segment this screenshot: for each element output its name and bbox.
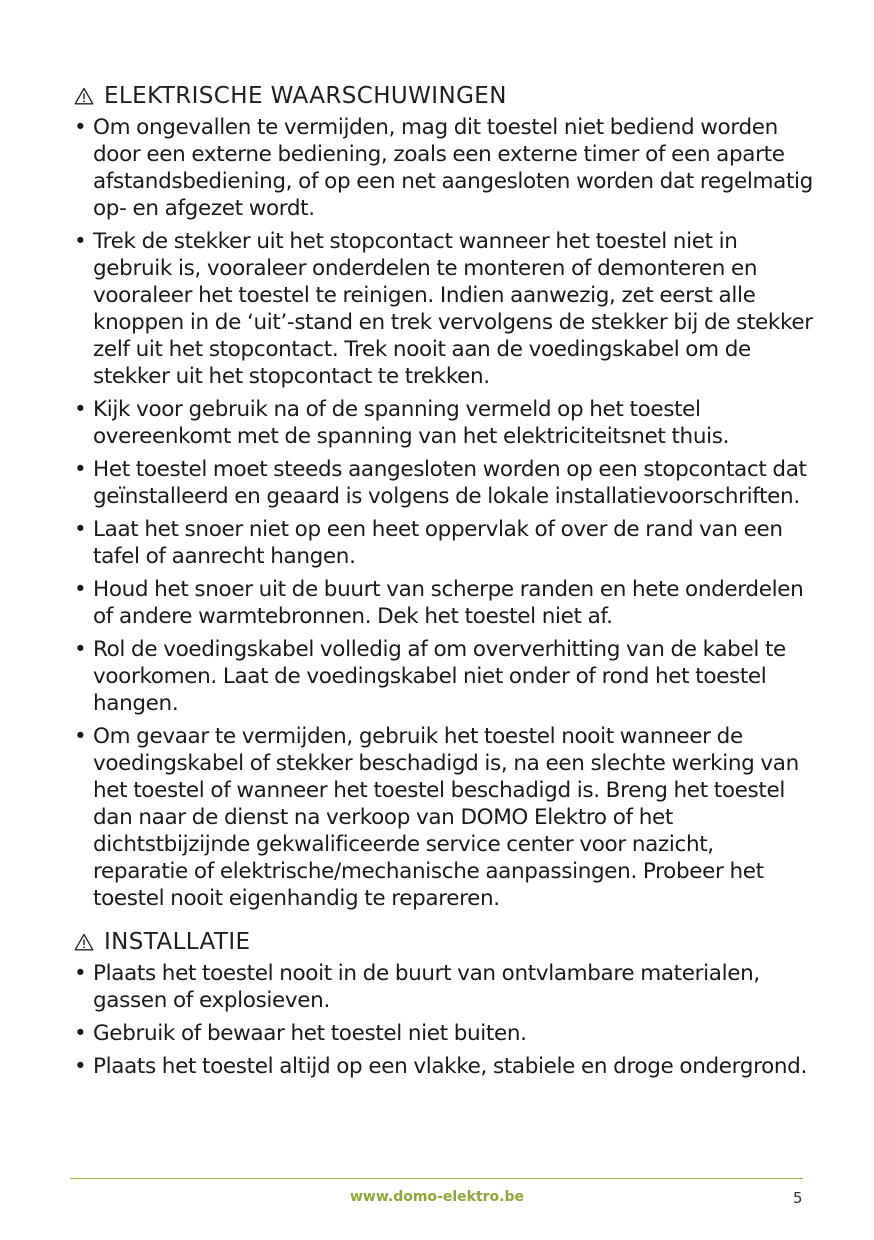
bullet-list-electrical-warnings [74,114,814,912]
list-item: • Om ongevallen te vermijden, mag dit toestel niet bediend worden door een externe bediening, zoals een externe timer of een aparte afstandsbediening, of op een net aangesloten worden dat regelmatig op- en afgezet wordt. [74,115,813,221]
bullet-dot: • [74,397,87,422]
bullet-list-installation [74,960,814,1080]
bullet-dot: • [74,457,87,482]
bullet-dot: • [74,1021,87,1046]
list-item: • Plaats het toestel altijd op een vlakke, stabiele en droge ondergrond. [74,1054,807,1079]
list-item: • Laat het snoer niet op een heet oppervlak of over de rand van een tafel of aanrecht hangen. [74,517,783,569]
manual-page-content [74,80,814,1086]
section-title-text: ELEKTRISCHE WAARSCHUWINGEN [104,83,507,109]
list-item: • Om gevaar te vermijden, gebruik het toestel nooit wanneer de voedingskabel of stekker beschadigd is, na een slechte werking van het toestel of wanneer het toestel beschadigd is. Breng het toestel dan naar de dienst na verkoop van DOMO Elektro of het dichtstbijzijnde gekwalificeerde service center voor nazicht, reparatie of elektrische/mechanische aanpassingen. Probeer het toestel nooit eigenhandig te repareren. [74,724,799,911]
section-title-installation [74,926,814,958]
bullet-dot: • [74,961,87,986]
section-title-text: INSTALLATIE [104,929,251,955]
list-item: • Houd het snoer uit de buurt van scherpe randen en hete onderdelen of andere warmtebronnen. Dek het toestel niet af. [74,577,804,629]
section-title-electrical-warnings [74,80,814,112]
bullet-dot: • [74,115,87,140]
bullet-dot: • [74,229,87,254]
bullet-dot: • [74,637,87,662]
footer-divider [70,1178,803,1179]
footer-website-link[interactable]: www.domo-elektro.be [349,1189,525,1205]
page-number: 5 [793,1189,803,1207]
warning-triangle-icon [74,933,104,951]
warning-triangle-icon [74,87,104,105]
list-item: • Kijk voor gebruik na of de spanning vermeld op het toestel overeenkomt met de spanning van het elektriciteitsnet thuis. [74,397,730,449]
list-item: • Rol de voedingskabel volledig af om oververhitting van de kabel te voorkomen. Laat de voedingskabel niet onder of rond het toestel hangen. [74,637,786,716]
list-item: • Gebruik of bewaar het toestel niet buiten. [74,1021,527,1046]
bullet-dot: • [74,1054,87,1079]
bullet-dot: • [74,577,87,602]
list-item: • Plaats het toestel nooit in de buurt van ontvlambare materialen, gassen of explosieven. [74,961,760,1013]
list-item: • Het toestel moet steeds aangesloten worden op een stopcontact dat geïnstalleerd en geaard is volgens de lokale installatievoorschriften. [74,457,807,509]
bullet-dot: • [74,724,87,749]
list-item: • Trek de stekker uit het stopcontact wanneer het toestel niet in gebruik is, vooraleer onderdelen te monteren of demonteren en vooraleer het toestel te reinigen. Indien aanwezig, zet eerst alle knoppen in de ‘uit’-stand en trek vervolgens de stekker bij de stekker zelf uit het stopcontact. Trek nooit aan de voedingskabel om de stekker uit het stopcontact te trekken. [74,229,813,389]
bullet-dot: • [74,517,87,542]
